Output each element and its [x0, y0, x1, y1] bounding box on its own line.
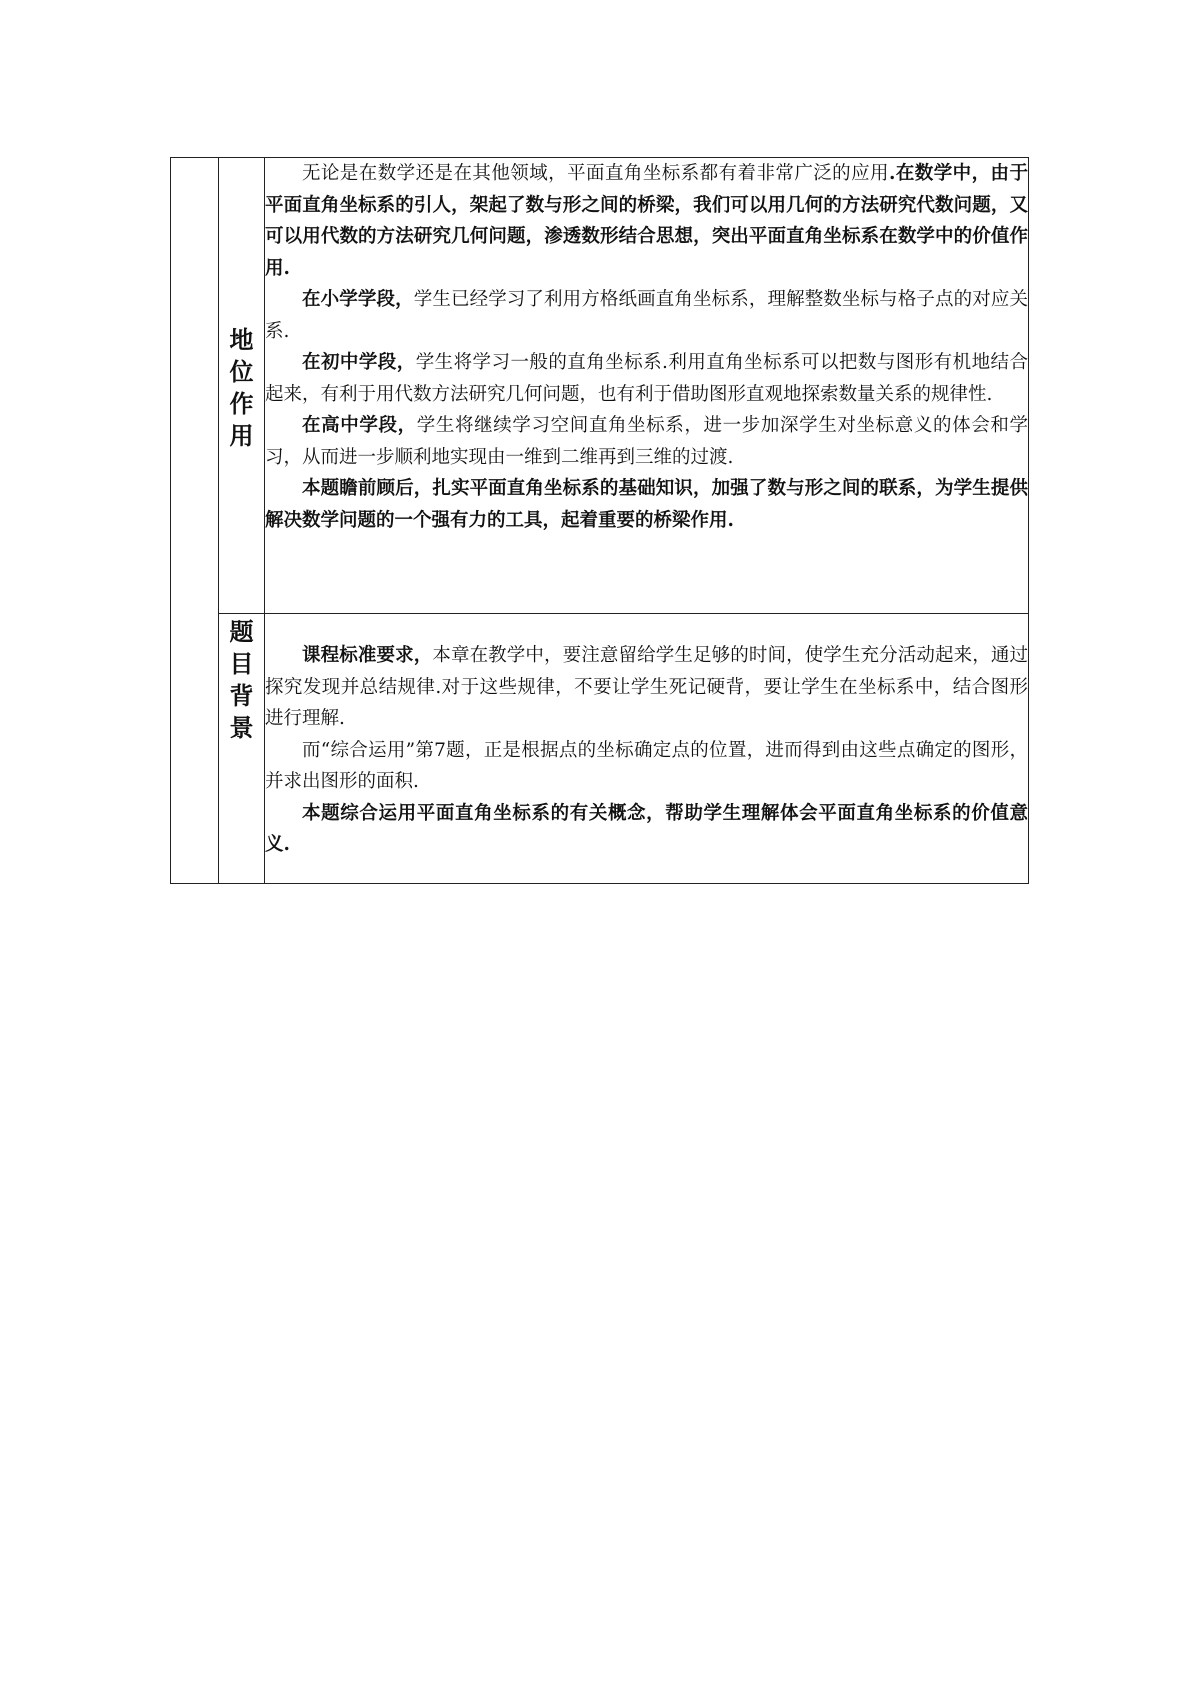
- paragraph: [265, 735, 1028, 798]
- text-run: 学生将继续学习空间直角坐标系，进一步加深学生对坐标意义的体会和学习，从而进一步顺利地实现由一维到二维再到三维的过渡.: [265, 415, 1028, 468]
- bold-text-run: 在小学学段，: [302, 289, 414, 310]
- bold-text-run: 在高中学段，: [302, 415, 417, 436]
- paragraph: [265, 410, 1028, 473]
- paragraph: [265, 473, 1028, 536]
- text-run: 学生将学习一般的直角坐标系.利用直角坐标系可以把数与图形有机地结合起来，有利于用代数方法研究几何问题，也有利于借助图形直观地探索数量关系的规律性.: [265, 352, 1028, 405]
- text-run: 而“综合运用”第7题，正是根据点的坐标确定点的位置，进而得到由这些点确定的图形，并求出图形的面积.: [265, 739, 1028, 792]
- row-label-cell: [219, 614, 265, 884]
- row-content: [265, 614, 1029, 884]
- table-row: [171, 158, 1029, 614]
- paragraph: [265, 284, 1028, 347]
- paragraph: [265, 640, 1028, 735]
- bold-text-run: 本题瞻前顾后，扎实平面直角坐标系的基础知识，加强了数与形之间的联系，为学生提供解决数学问题的一个强有力的工具，起着重要的桥梁作用.: [265, 478, 1028, 531]
- paragraph: [265, 347, 1028, 410]
- row-label: 题目背景: [229, 618, 254, 742]
- row-content: [265, 158, 1029, 614]
- row-label-cell: [219, 158, 265, 614]
- left-empty-cell: [171, 158, 219, 884]
- bold-text-run: 在初中学段，: [302, 352, 416, 373]
- bold-text-run: 课程标准要求，: [302, 645, 433, 666]
- table-row: [171, 614, 1029, 884]
- content-table: [170, 157, 1029, 884]
- text-run: 本章在教学中，要注意留给学生足够的时间，使学生充分活动起来，通过探究发现并总结规律.对于这些规律，不要让学生死记硬背，要让学生在坐标系中，结合图形进行理解.: [265, 645, 1028, 729]
- text-run: 无论是在数学还是在其他领域，平面直角坐标系都有着非常广泛的应用: [302, 163, 889, 184]
- bold-text-run: .在数学中，由于平面直角坐标系的引人，架起了数与形之间的桥梁，我们可以用几何的方法研究代数问题，又可以用代数的方法研究几何问题，渗透数形结合思想，突出平面直角坐标系在数学中的价值作用.: [265, 163, 1028, 279]
- row-label: 地位作用: [229, 326, 254, 450]
- paragraph: [265, 798, 1028, 861]
- paragraph: [265, 158, 1028, 284]
- text-run: 学生已经学习了利用方格纸画直角坐标系，理解整数坐标与格子点的对应关系.: [265, 289, 1028, 342]
- bold-text-run: 本题综合运用平面直角坐标系的有关概念，帮助学生理解体会平面直角坐标系的价值意义.: [265, 802, 1028, 855]
